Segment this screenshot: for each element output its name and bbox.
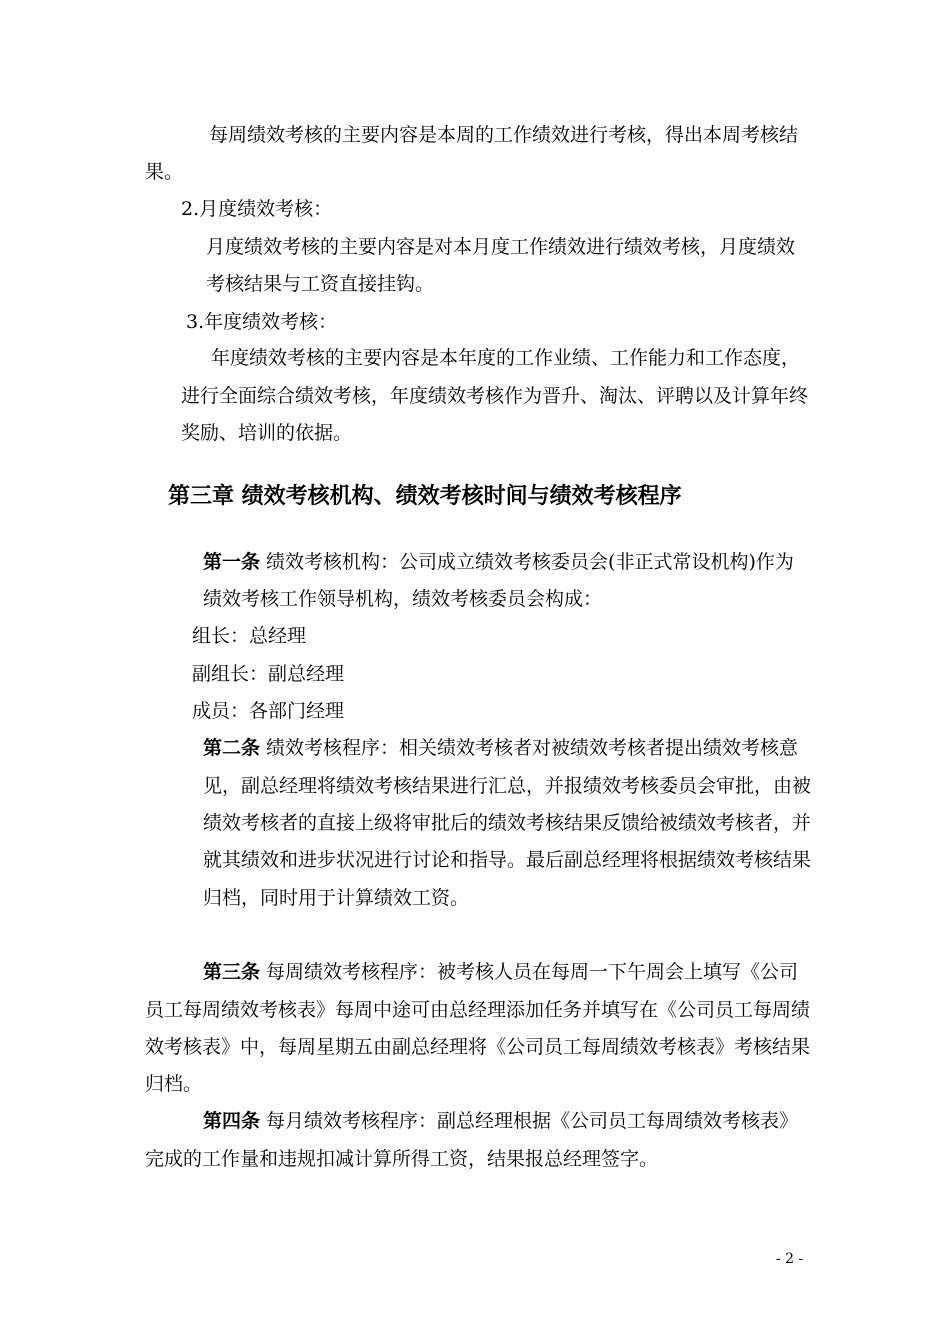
article-2-line-4: 就其绩效和进步状况进行讨论和指导。最后副总经理将根据绩效考核结果 xyxy=(203,849,812,871)
annual-paragraph-line-3: 奖励、培训的依据。 xyxy=(181,422,353,444)
committee-deputy: 副组长：副总经理 xyxy=(192,663,345,685)
article-3-line-1 xyxy=(203,960,798,984)
page-number: - 2 - xyxy=(776,1251,804,1267)
article-3-term: 第三条 xyxy=(203,961,261,983)
article-3-text: 每周绩效考核程序：被考核人员在每周一下午周会上填写《公司 xyxy=(260,961,799,983)
article-3-line-3: 效考核表》中，每周星期五由副总经理将《公司员工每周绩效考核表》考核结果 xyxy=(145,1036,811,1058)
article-2-line-5: 归档，同时用于计算绩效工资。 xyxy=(203,887,470,909)
chapter-heading: 第三章 绩效考核机构、绩效考核时间与绩效考核程序 xyxy=(168,483,682,509)
article-1-line-2: 绩效考核工作领导机构，绩效考核委员会构成： xyxy=(203,588,603,610)
monthly-section-title: 2.月度绩效考核： xyxy=(181,198,333,220)
monthly-paragraph-line-1: 月度绩效考核的主要内容是对本月度工作绩效进行绩效考核，月度绩效 xyxy=(206,236,796,258)
committee-members: 成员：各部门经理 xyxy=(192,700,345,722)
article-2-text: 绩效考核程序：相关绩效考核者对被绩效考核者提出绩效考核意 xyxy=(260,737,799,759)
article-2-line-1 xyxy=(203,736,798,760)
monthly-paragraph-line-2: 考核结果与工资直接挂钩。 xyxy=(206,273,435,295)
article-2-line-3: 绩效考核者的直接上级将审批后的绩效考核结果反馈给被绩效考核者，并 xyxy=(203,812,812,834)
weekly-paragraph-line-2: 果。 xyxy=(145,161,184,183)
article-1-text: 绩效考核机构：公司成立绩效考核委员会(非正式常设机构)作为 xyxy=(260,551,794,573)
article-3-line-2: 员工每周绩效考核表》每周中途可由总经理添加任务并填写在《公司员工每周绩 xyxy=(145,999,811,1021)
article-4-line-1 xyxy=(203,1109,798,1133)
article-4-line-2: 完成的工作量和违规扣减计算所得工资，结果报总经理签字。 xyxy=(145,1148,659,1170)
article-1-term: 第一条 xyxy=(203,551,261,573)
article-1-line-1 xyxy=(203,550,794,574)
annual-paragraph-line-1: 年度绩效考核的主要内容是本年度的工作业绩、工作能力和工作态度， xyxy=(211,347,801,369)
annual-paragraph-line-2: 进行全面综合绩效考核，年度绩效考核作为晋升、淘汰、评聘以及计算年终 xyxy=(181,385,809,407)
article-3-line-4: 归档。 xyxy=(145,1073,203,1095)
committee-leader: 组长：总经理 xyxy=(192,625,307,647)
article-2-term: 第二条 xyxy=(203,737,261,759)
article-2-line-2: 见，副总经理将绩效考核结果进行汇总，并报绩效考核委员会审批，由被 xyxy=(203,775,812,797)
article-4-term: 第四条 xyxy=(203,1110,261,1132)
article-4-text: 每月绩效考核程序：副总经理根据《公司员工每周绩效考核表》 xyxy=(260,1110,799,1132)
annual-section-title: 3.年度绩效考核： xyxy=(186,311,338,333)
weekly-paragraph-line-1: 每周绩效考核的主要内容是本周的工作绩效进行考核，得出本周考核结 xyxy=(209,124,799,146)
